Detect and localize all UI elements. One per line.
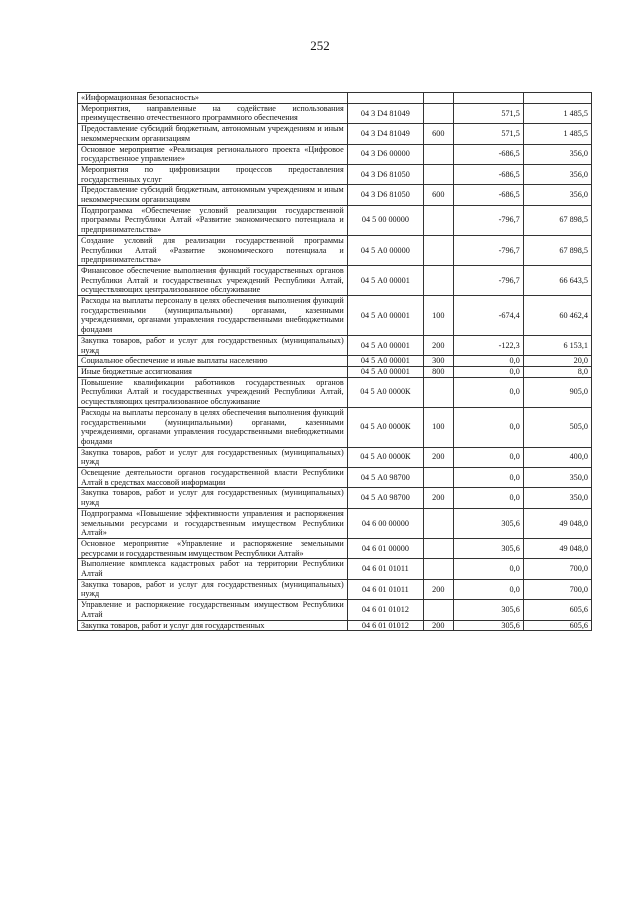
target-article-cell: 04 6 00 00000 [347, 508, 423, 538]
change-amount-cell: 0,0 [453, 579, 523, 599]
change-amount-cell: 305,6 [453, 620, 523, 631]
row-name-cell: Повышение квалификации работников государственных органов Республики Алтай и государственных учреждений Республики Алтай, осуществляющих централизованное обслуживание [78, 377, 348, 407]
total-amount-cell: 60 462,4 [523, 296, 591, 336]
row-name-cell: Мероприятия, направленные на содействие использования преимущественно отечественного программного обеспечения [78, 103, 348, 123]
expense-type-cell: 100 [424, 407, 454, 447]
target-article-cell: 04 5 А0 98700 [347, 488, 423, 508]
table-row [78, 508, 592, 538]
table-row [78, 103, 592, 123]
expense-type-cell [424, 103, 454, 123]
page-number: 252 [310, 38, 330, 53]
target-article-cell: 04 3 D4 81049 [347, 124, 423, 144]
change-amount-cell: 305,6 [453, 538, 523, 558]
expense-type-cell [424, 377, 454, 407]
total-amount-cell: 700,0 [523, 559, 591, 579]
expense-type-cell: 600 [424, 185, 454, 205]
change-amount-cell: 0,0 [453, 559, 523, 579]
row-name-cell: Финансовое обеспечение выполнения функций государственных органов Республики Алтай и государственных учреждений Республики Алтай, осуществляющих централизованное обслуживание [78, 265, 348, 295]
expense-type-cell [424, 600, 454, 620]
budget-table-body [78, 93, 592, 631]
expense-type-cell [424, 265, 454, 295]
total-amount-cell: 350,0 [523, 468, 591, 488]
change-amount-cell: 571,5 [453, 103, 523, 123]
total-amount-cell: 505,0 [523, 407, 591, 447]
row-name-cell: Подпрограмма «Повышение эффективности управления и распоряжения земельными ресурсами и государственным имуществом Республики Алтай» [78, 508, 348, 538]
change-amount-cell: -796,7 [453, 235, 523, 265]
expense-type-cell: 600 [424, 124, 454, 144]
total-amount-cell: 1 485,5 [523, 124, 591, 144]
change-amount-cell: 0,0 [453, 468, 523, 488]
expense-type-cell: 200 [424, 447, 454, 467]
expense-type-cell [424, 538, 454, 558]
target-article-cell: 04 5 А0 00001 [347, 366, 423, 377]
target-article-cell: 04 5 А0 0000К [347, 377, 423, 407]
total-amount-cell: 1 485,5 [523, 103, 591, 123]
target-article-cell: 04 5 А0 00001 [347, 296, 423, 336]
target-article-cell: 04 5 А0 00001 [347, 265, 423, 295]
expense-type-cell: 300 [424, 356, 454, 367]
target-article-cell: 04 6 01 00000 [347, 538, 423, 558]
expense-type-cell: 200 [424, 579, 454, 599]
expense-type-cell: 200 [424, 488, 454, 508]
total-amount-cell: 905,0 [523, 377, 591, 407]
row-name-cell: Основное мероприятие «Реализация регионального проекта «Цифровое государственное управление» [78, 144, 348, 164]
total-amount-cell: 350,0 [523, 488, 591, 508]
total-amount-cell: 67 898,5 [523, 235, 591, 265]
table-row [78, 468, 592, 488]
expense-type-cell [424, 205, 454, 235]
change-amount-cell: 571,5 [453, 124, 523, 144]
row-name-cell: Закупка товаров, работ и услуг для государственных (муниципальных) нужд [78, 579, 348, 599]
table-row [78, 124, 592, 144]
row-name-cell: Закупка товаров, работ и услуг для государственных [78, 620, 348, 631]
row-name-cell: Предоставление субсидий бюджетным, автономным учреждениям и иным некоммерческим организациям [78, 124, 348, 144]
total-amount-cell: 67 898,5 [523, 205, 591, 235]
table-row [78, 235, 592, 265]
row-name-cell: Социальное обеспечение и иные выплаты населению [78, 356, 348, 367]
table-row [78, 185, 592, 205]
total-amount-cell: 356,0 [523, 164, 591, 184]
target-article-cell: 04 5 00 00000 [347, 205, 423, 235]
row-name-cell: Иные бюджетные ассигнования [78, 366, 348, 377]
row-name-cell: Закупка товаров, работ и услуг для государственных (муниципальных) нужд [78, 335, 348, 355]
table-row [78, 265, 592, 295]
row-name-cell: Расходы на выплаты персоналу в целях обеспечения выполнения функций государственными (муниципальными) органами, казенными учреждениями, органами управления государственными внебюджетными фондами [78, 407, 348, 447]
target-article-cell: 04 5 А0 00001 [347, 335, 423, 355]
total-amount-cell: 356,0 [523, 185, 591, 205]
target-article-cell: 04 3 D6 00000 [347, 144, 423, 164]
target-article-cell: 04 5 А0 98700 [347, 468, 423, 488]
target-article-cell: 04 6 01 01011 [347, 579, 423, 599]
change-amount-cell [453, 93, 523, 104]
table-row [78, 164, 592, 184]
target-article-cell: 04 6 01 01011 [347, 559, 423, 579]
total-amount-cell [523, 93, 591, 104]
target-article-cell: 04 3 D6 81050 [347, 164, 423, 184]
table-row [78, 407, 592, 447]
total-amount-cell: 20,0 [523, 356, 591, 367]
total-amount-cell: 49 048,0 [523, 508, 591, 538]
row-name-cell: Освещение деятельности органов государственной власти Республики Алтай в средствах массовой информации [78, 468, 348, 488]
change-amount-cell: 0,0 [453, 488, 523, 508]
table-row [78, 93, 592, 104]
expense-type-cell [424, 93, 454, 104]
change-amount-cell: -686,5 [453, 185, 523, 205]
target-article-cell: 04 5 А0 00000 [347, 235, 423, 265]
row-name-cell: Мероприятия по цифровизации процессов предоставления государственных услуг [78, 164, 348, 184]
target-article-cell: 04 5 А0 0000К [347, 447, 423, 467]
change-amount-cell: -796,7 [453, 205, 523, 235]
target-article-cell: 04 6 01 01012 [347, 600, 423, 620]
table-row [78, 296, 592, 336]
change-amount-cell: 0,0 [453, 407, 523, 447]
change-amount-cell: -122,3 [453, 335, 523, 355]
expense-type-cell [424, 508, 454, 538]
target-article-cell: 04 3 D4 81049 [347, 103, 423, 123]
total-amount-cell: 6 153,1 [523, 335, 591, 355]
expense-type-cell: 100 [424, 296, 454, 336]
target-article-cell: 04 6 01 01012 [347, 620, 423, 631]
expense-type-cell [424, 559, 454, 579]
row-name-cell: Создание условий для реализации государственной программы Республики Алтай «Развитие экономического потенциала и предпринимательства» [78, 235, 348, 265]
row-name-cell: Закупка товаров, работ и услуг для государственных (муниципальных) нужд [78, 447, 348, 467]
row-name-cell: Управление и распоряжение государственным имуществом Республики Алтай [78, 600, 348, 620]
total-amount-cell: 400,0 [523, 447, 591, 467]
row-name-cell: Расходы на выплаты персоналу в целях обеспечения выполнения функций государственными (муниципальными) органами, казенными учреждениями, органами управления государственными внебюджетными фондами [78, 296, 348, 336]
expense-type-cell [424, 468, 454, 488]
total-amount-cell: 356,0 [523, 144, 591, 164]
change-amount-cell: 0,0 [453, 356, 523, 367]
table-row [78, 488, 592, 508]
change-amount-cell: 0,0 [453, 377, 523, 407]
change-amount-cell: 0,0 [453, 366, 523, 377]
table-row [78, 600, 592, 620]
expense-type-cell: 200 [424, 620, 454, 631]
target-article-cell [347, 93, 423, 104]
table-row [78, 538, 592, 558]
table-row [78, 559, 592, 579]
table-row [78, 447, 592, 467]
row-name-cell: Предоставление субсидий бюджетным, автономным учреждениям и иным некоммерческим организациям [78, 185, 348, 205]
target-article-cell: 04 5 А0 0000К [347, 407, 423, 447]
expense-type-cell [424, 164, 454, 184]
change-amount-cell: -674,4 [453, 296, 523, 336]
row-name-cell: Подпрограмма «Обеспечение условий реализации государственной программы Республики Алтай «Развитие экономического потенциала и предпринимательства» [78, 205, 348, 235]
change-amount-cell: 0,0 [453, 447, 523, 467]
expense-type-cell: 800 [424, 366, 454, 377]
change-amount-cell: -686,5 [453, 144, 523, 164]
expense-type-cell: 200 [424, 335, 454, 355]
expense-type-cell [424, 144, 454, 164]
target-article-cell: 04 3 D6 81050 [347, 185, 423, 205]
change-amount-cell: -686,5 [453, 164, 523, 184]
budget-table [77, 92, 592, 631]
target-article-cell: 04 5 А0 00001 [347, 356, 423, 367]
table-row [78, 579, 592, 599]
table-row [78, 205, 592, 235]
table-row [78, 366, 592, 377]
row-name-cell: Выполнение комплекса кадастровых работ на территории Республики Алтай [78, 559, 348, 579]
total-amount-cell: 49 048,0 [523, 538, 591, 558]
row-name-cell: Основное мероприятие «Управление и распоряжение земельными ресурсами и государственным имуществом Республики Алтай» [78, 538, 348, 558]
total-amount-cell: 8,0 [523, 366, 591, 377]
table-row [78, 144, 592, 164]
change-amount-cell: -796,7 [453, 265, 523, 295]
row-name-cell: Закупка товаров, работ и услуг для государственных (муниципальных) нужд [78, 488, 348, 508]
change-amount-cell: 305,6 [453, 600, 523, 620]
change-amount-cell: 305,6 [453, 508, 523, 538]
total-amount-cell: 66 643,5 [523, 265, 591, 295]
table-row [78, 377, 592, 407]
expense-type-cell [424, 235, 454, 265]
table-row [78, 620, 592, 631]
table-row [78, 335, 592, 355]
total-amount-cell: 700,0 [523, 579, 591, 599]
total-amount-cell: 605,6 [523, 620, 591, 631]
table-row [78, 356, 592, 367]
total-amount-cell: 605,6 [523, 600, 591, 620]
row-name-cell: «Информационная безопасность» [78, 93, 348, 104]
